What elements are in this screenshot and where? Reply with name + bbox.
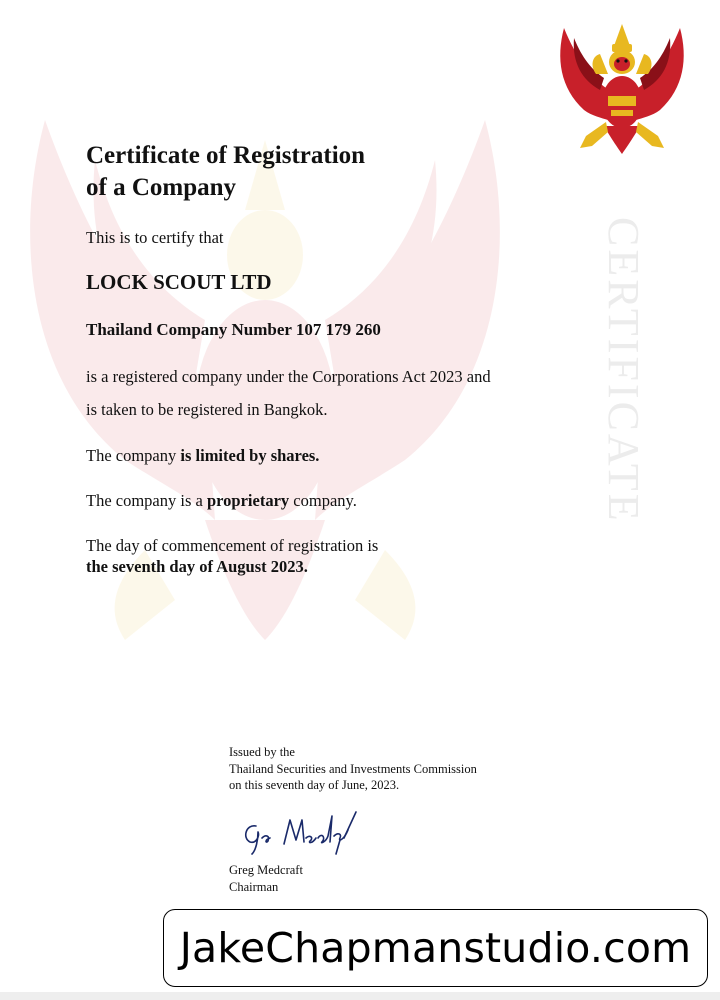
commencement-date: the seventh day of August 2023. [86,557,308,576]
proprietary-prefix: The company is a [86,491,207,510]
issued-by-block [229,744,477,794]
proprietary-statement [86,490,357,512]
company-number: Thailand Company Number 107 179 260 [86,320,381,339]
limited-statement [86,445,319,467]
certify-intro: This is to certify that [86,228,224,247]
limited-prefix: The company [86,446,181,465]
proprietary-bold: proprietary [206,491,290,510]
proprietary-suffix: company. [289,491,357,510]
title-line-2: of a Company [86,174,237,201]
bottom-edge-strip [0,992,720,1000]
limited-bold: is limited by shares. [180,446,320,465]
issued-line-1: Issued by the [229,745,295,759]
registered-line-2: is taken to be registered in Bangkok. [86,400,328,419]
signature [240,808,360,858]
issued-line-3: on this seventh day of June, 2023. [229,778,400,792]
garuda-emblem [556,18,688,160]
signer-name: Greg Medcraft [229,863,303,877]
issued-line-2: Thailand Securities and Investments Commission [229,761,477,776]
title-line-1: Certificate of Registration [86,142,366,169]
registered-line-1: is a registered company under the Corporations Act 2023 and [86,367,491,386]
certificate-side-watermark: CERTIFICATE [599,216,648,524]
studio-watermark-banner: JakeChapmanstudio.com [163,909,708,987]
commencement-line-1: The day of commencement of registration is [86,536,379,555]
signer-block [229,862,303,895]
certificate-title [86,140,365,204]
company-name: LOCK SCOUT LTD [86,270,272,294]
signer-title: Chairman [229,879,279,894]
